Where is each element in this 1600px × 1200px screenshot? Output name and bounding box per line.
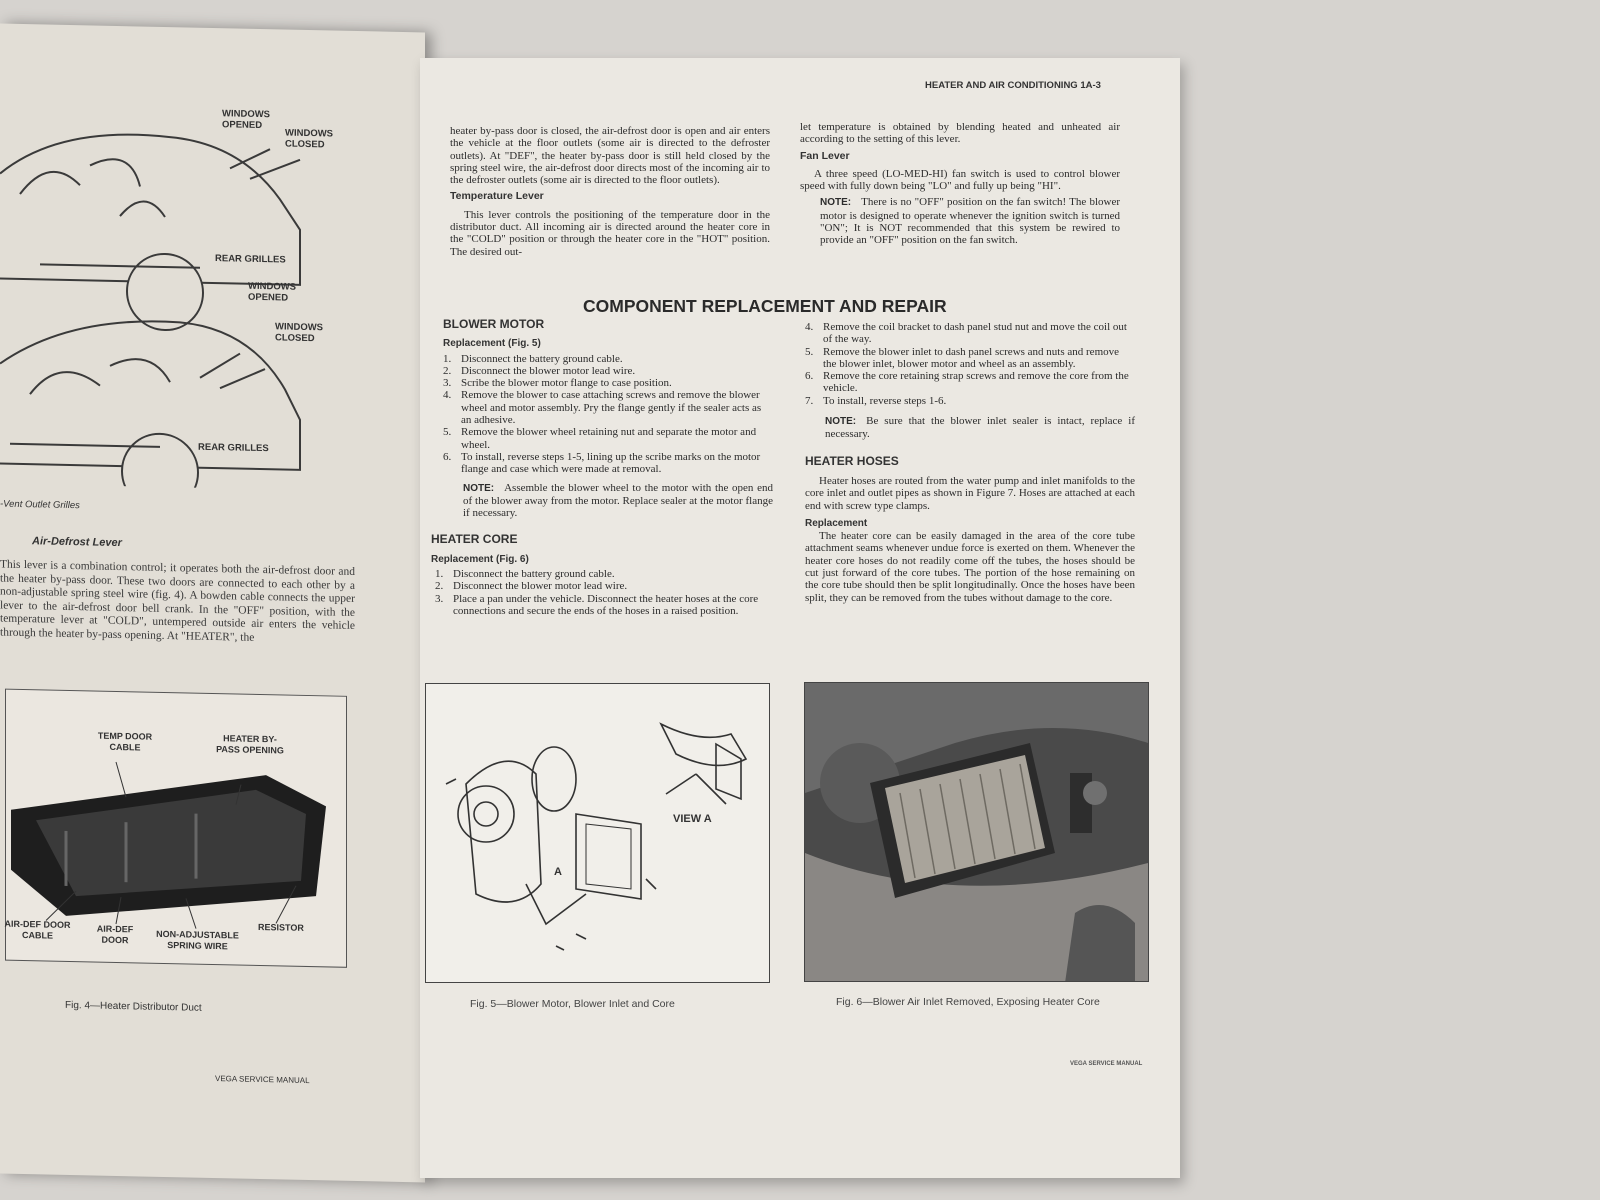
core-note (805, 415, 1135, 441)
label-resistor: RESISTOR (258, 921, 304, 933)
label-windows-opened-2: WINDOWS OPENED (248, 280, 297, 304)
list-item: 4. Remove the blower to case attaching screws and remove the blower wheel and motor assembly. Pry the flange gently if the sealer acts as an adhesive. (443, 389, 762, 427)
fig5-frame (425, 683, 770, 983)
hoses-replacement-subheading: Replacement (805, 517, 868, 529)
heater-core-photo-illustration (805, 683, 1148, 981)
list-item: 1. Disconnect the battery ground cable. (443, 352, 623, 365)
blower-note-text: Assemble the blower wheel to the motor with the open end of the blower away from the motor. Replace sealer at the motor flange if necessary. (463, 481, 773, 520)
heater-hoses-text: Heater hoses are routed from the water pump and inlet manifolds to the core inlet and outlet pipes as shown in Figure 7. Hoses are attached at each end with screw type clamps. (805, 474, 1135, 512)
label-air-def-door-cable: AIR-DEF DOOR CABLE (4, 918, 71, 941)
label-temp-door-cable: TEMP DOOR CABLE (97, 730, 153, 753)
fan-lever-text: A three speed (LO-MED-HI) fan switch is used to control blower speed with fully down being "LO" and fully up being "HI". (800, 167, 1120, 193)
label-rear-grilles-2: REAR GRILLES (198, 441, 269, 455)
defrost-continued-text: heater by-pass door is closed, the air-defrost door is open and air enters the vehicle at the floor outlets (some air is directed to the defroster outlets). At "DEF", the heater by-pass door is still held closed by the spring steel wire, the air-defrost door directs most of the incoming air to the defroster outlets (some air is directed to the floor outlets). (450, 125, 770, 187)
fig6-photo (804, 682, 1149, 982)
list-item: 2. Disconnect the blower motor lead wire. (443, 364, 636, 377)
blower-motor-illustration (426, 684, 769, 982)
temperature-lever-heading: Temperature Lever (450, 190, 544, 203)
list-item: 1. Disconnect the battery ground cable. (435, 568, 615, 581)
label-non-adjustable-spring-wire: NON-ADJUSTABLE SPRING WIRE (156, 928, 239, 952)
heater-core-heading: HEATER CORE (431, 532, 518, 547)
blower-replacement-subheading: Replacement (Fig. 5) (443, 338, 541, 350)
left-page (0, 24, 425, 1183)
fig4-caption: Fig. 4—Heater Distributor Duct (65, 999, 202, 1014)
list-item: 5. Remove the blower inlet to dash panel screws and nuts and remove the blower inlet, blower motor and wheel as an assembly. (805, 345, 1120, 370)
label-air-def-door: AIR-DEF DOOR (96, 923, 134, 946)
blower-steps-list (443, 353, 773, 476)
list-item: 5. Remove the blower wheel retaining nut and separate the motor and wheel. (443, 426, 757, 451)
fig5-caption: Fig. 5—Blower Motor, Blower Inlet and Core (470, 998, 675, 1010)
label-windows-opened-1: WINDOWS OPENED (222, 108, 271, 132)
main-heading: COMPONENT REPLACEMENT AND REPAIR (583, 296, 947, 316)
fan-note (800, 196, 1120, 246)
heater-hoses-heading: HEATER HOSES (805, 453, 899, 468)
right-page (420, 58, 1180, 1178)
list-item: 7. To install, reverse steps 1-6. (805, 394, 947, 407)
core-steps-continued-list (805, 321, 1135, 407)
list-item: 6. Remove the core retaining strap screws and remove the core from the vehicle. (805, 370, 1129, 395)
lower-column-right (805, 321, 1135, 608)
core-note-label: NOTE: (825, 416, 857, 428)
core-replacement-subheading: Replacement (Fig. 6) (431, 553, 529, 565)
core-note-text: Be sure that the blower inlet sealer is intact, replace if necessary. (825, 415, 1135, 441)
blower-note-label: NOTE: (463, 482, 495, 494)
air-defrost-paragraph: This lever is a combination control; it operates both the air-defrost door and the heater by-pass door. These two doors are connected to each other by a non-adjustable spring steel wire (fig. 4). A bowden cable connects the upper lever to the air-defrost door bell crank. In the "OFF" position, with the temperature lever at "COLD", untempered outside air enters the vehicle through the heater by-pass opening. At "HEATER", the (0, 558, 355, 644)
fig5-view-a-label: VIEW A (673, 813, 712, 825)
left-page-footer: VEGA SERVICE MANUAL (215, 1074, 310, 1086)
right-page-footer: VEGA SERVICE MANUAL (1070, 1061, 1143, 1067)
top-column-left (450, 125, 770, 262)
list-item: 4. Remove the coil bracket to dash panel stud nut and move the coil out of the way. (805, 321, 1127, 346)
list-item: 2. Disconnect the blower motor lead wire. (435, 580, 628, 593)
blower-motor-heading: BLOWER MOTOR (443, 317, 545, 331)
label-rear-grilles-1: REAR GRILLES (215, 253, 286, 266)
core-steps-list (435, 568, 773, 617)
fan-note-label: NOTE: (820, 197, 852, 209)
fig6-caption: Fig. 6—Blower Air Inlet Removed, Exposing Heater Core (836, 996, 1100, 1008)
temperature-lever-text: This lever controls the positioning of the temperature door in the distributor duct. All incoming air is directed around the heater core in the "COLD" position or through the heater core in the "HOT" position. The desired out- (450, 208, 770, 258)
fan-note-text: There is no "OFF" position on the fan switch! The blower motor is designed to operate whenever the ignition switch is turned "ON"; It is NOT recommended that this system be rewired to provide an "OFF" position on the fan switch. (820, 196, 1120, 247)
air-defrost-heading: Air-Defrost Lever (32, 535, 122, 550)
list-item: 3. Scribe the blower motor flange to case position. (443, 377, 672, 390)
fig5-a-label: A (554, 866, 562, 878)
list-item: 6. To install, reverse steps 1-5, lining up the scribe marks on the motor flange and case which were made at removal. (443, 450, 761, 476)
hoses-replacement-text: The heater core can be easily damaged in the area of the core tube attachment seams whenever undue force is exerted on them. Whenever the heater core hoses do not readily come off the tubes, the hoses should be cut just forward of the core tubes. The portion of the hose remaining on the core tube should then be split longitudinally. Once the hoses have been split, they can be removed from the tubes without damage to the core. (805, 530, 1135, 604)
label-windows-closed-2: WINDOWS CLOSED (275, 321, 324, 345)
top-column-right (800, 121, 1120, 251)
fan-lever-heading: Fan Lever (800, 149, 850, 162)
temperature-lever-continued: let temperature is obtained by blending heated and unheated air according to the setting of this lever. (800, 121, 1120, 146)
vent-airflow-diagram (0, 104, 425, 493)
blower-note (443, 482, 773, 520)
fig3-caption: -Vent Outlet Grilles (0, 498, 80, 512)
label-heater-bypass-opening: HEATER BY-PASS OPENING (216, 733, 284, 756)
list-item: 3. Place a pan under the vehicle. Disconnect the heater hoses at the core connections and secure the ends of the hoses in a raised position. (435, 592, 759, 617)
label-windows-closed-1: WINDOWS CLOSED (285, 127, 334, 151)
running-head: HEATER AND AIR CONDITIONING 1A-3 (925, 80, 1101, 91)
lower-column-left (431, 317, 773, 617)
